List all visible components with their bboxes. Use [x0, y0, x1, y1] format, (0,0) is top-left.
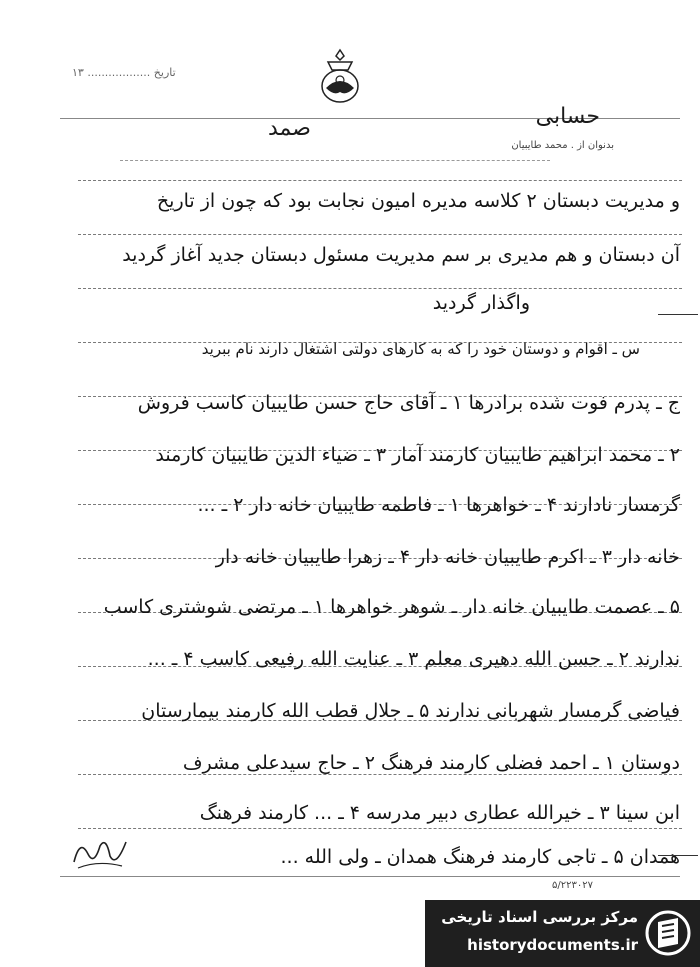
- lion-sun-emblem-icon: [318, 48, 362, 106]
- ruled-line: [78, 774, 682, 775]
- date-tail: ۱۳: [72, 66, 84, 79]
- watermark-url: historydocuments.ir: [467, 936, 638, 954]
- handwritten-line-6: ۲ ـ محمد ابراهیم طایبیان کارمند آمار ۳ ـ ضیاء الدین طایبیان کارمند: [155, 444, 680, 466]
- handwritten-line-8: خانه دار ۳ ـ اکرم طایبیان خانه دار ۴ ـ زهرا طایبیان خانه دار: [215, 546, 680, 568]
- date-field: [72, 66, 176, 79]
- watermark-title: مرکز بررسی اسناد تاریخی: [441, 908, 638, 926]
- reference-number: ۵/۲۲۳۰۲۷: [552, 880, 593, 891]
- handwritten-line-13: ابن سینا ۳ ـ خیرالله عطاری دبیر مدرسه ۴ ـ ... کارمند فرهنگ: [199, 802, 680, 824]
- handwritten-line-9: ۵ ـ عصمت طایبیان خانه دار ـ شوهر خواهرها ۱ ـ مرتضی شوشتری کاسب: [103, 596, 680, 618]
- handwritten-line-12: دوستان ۱ ـ احمد فضلی کارمند فرهنگ ۲ ـ حاج سیدعلی مشرف: [182, 752, 680, 774]
- handwritten-line-7: گرمسار نادارند ۴ ـ خواهرها ۱ ـ فاطمه طایبیان خانه دار ۲ ـ ...: [197, 494, 680, 516]
- ruled-line: [78, 828, 682, 829]
- ruled-line: [78, 234, 682, 235]
- handwritten-line-14: همدان ۵ ـ تاجی کارمند فرهنگ همدان ـ ولی الله ...: [280, 846, 680, 868]
- watermark-logo: [425, 900, 700, 967]
- margin-mark: [658, 314, 698, 315]
- date-dots: ..................: [87, 66, 151, 79]
- heading-left-text: صمد: [268, 116, 311, 141]
- heading-right-text: حسابی: [535, 104, 600, 129]
- handwritten-line-2: آن دبستان و هم مدیری بر سم مدیریت مسئول دبستان جدید آغاز گردید: [122, 244, 680, 266]
- from-underline: [120, 160, 550, 161]
- ruled-lines: [78, 180, 682, 880]
- ruled-line: [78, 288, 682, 289]
- handwritten-line-11: فیاضی گرمسار شهربانی ندارند ۵ ـ جلال قطب الله کارمند بیمارستان: [141, 700, 680, 722]
- handwritten-line-4: س ـ اقوام و دوستان خود را که به کارهای دولتی اشتغال دارند نام ببرید: [201, 340, 640, 358]
- margin-mark: [658, 855, 698, 856]
- signature-icon: [70, 832, 130, 872]
- handwritten-line-5: ج ـ پدرم فوت شده برادرها ۱ ـ آقای حاج حسن طایبیان کاسب فروش: [137, 392, 680, 414]
- date-label: تاریخ: [153, 66, 176, 79]
- handwritten-line-10: ندارند ۲ ـ حسن الله دهیری معلم ۳ ـ عنایت الله رفیعی کاسب ۴ ـ ...: [147, 648, 680, 670]
- handwritten-line-1: و مدیریت دبستان ۲ کلاسه مدیره امیون نجابت بود که چون از تاریخ: [156, 190, 680, 212]
- printed-from-label: بدنوان از . محمد طایبیان: [511, 140, 614, 151]
- handwritten-line-3: واگذار گردید: [432, 292, 530, 314]
- ruled-line: [78, 180, 682, 181]
- archive-logo-icon: [644, 908, 692, 958]
- footer-rule: [60, 876, 680, 877]
